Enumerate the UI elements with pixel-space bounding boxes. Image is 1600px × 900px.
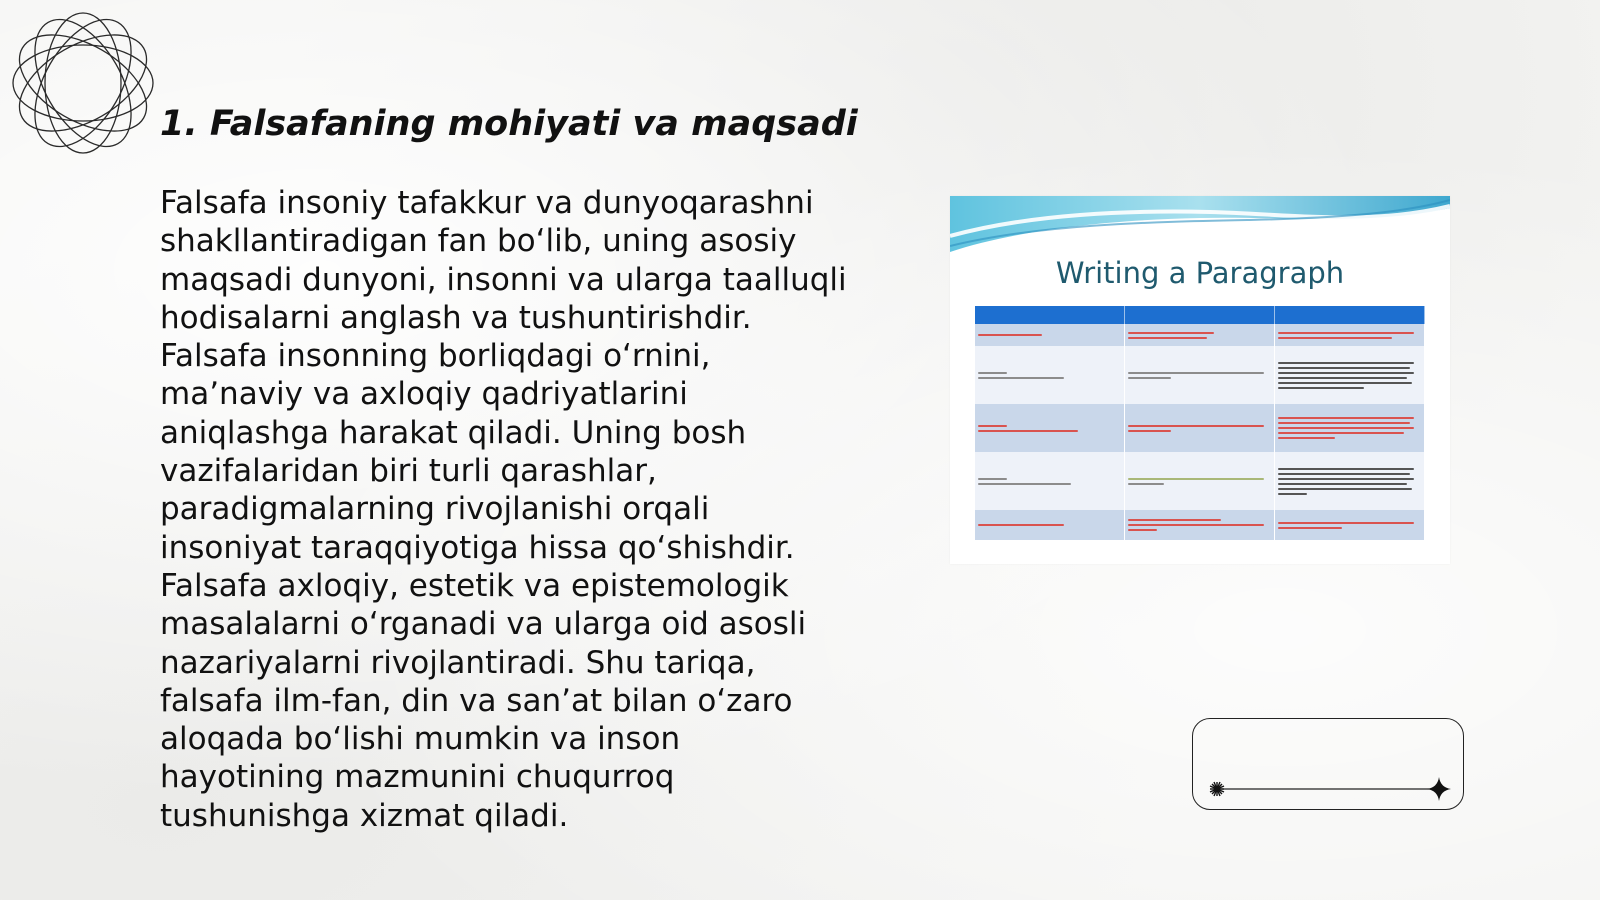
slide-title: 1. Falsafaning mohiyati va maqsadi [160,104,858,144]
embedded-slide-title: Writing a Paragraph [1055,256,1345,290]
table-header-cell [1125,306,1275,324]
paragraph-table [975,306,1425,540]
sparkle-icon [1427,777,1451,801]
table-row [975,452,1425,510]
embedded-slide-image [950,196,1450,564]
slide-body-text: Falsafa insoniy tafakkur va dunyoqarashni shakllantiradigan fan bo‘lib, uning asosiy maqsadi dunyoni, insonni va ularga taalluqli hodisalarni anglash va tushuntirishdir. Falsafa insonning borliqdagi o‘rnini, ma’naviy va axloqiy qadriyatlarini aniqlashga harakat qiladi. Uning bosh vazifalaridan biri turli qarashlar, paradigmalarning rivojlanishi orqali insoniyat taraqqiyotiga hissa qo‘shishdir. Falsafa axloqiy, estetik va epistemologik masalalarni o‘rganadi va ularga oid asosli nazariyalarni rivojlantiradi. Shu tariqa, falsafa ilm-fan, din va san’at bilan o‘zaro aloqada bo‘lishi mumkin va inson hayotining mazmunini chuqurroq tushunishga xizmat qiladi. [160,185,847,834]
table-row [975,510,1425,540]
panel-line-decoration [1193,719,1465,811]
table-header-cell [1275,306,1425,324]
table-row [975,324,1425,346]
table-row [975,346,1425,404]
table-row [975,404,1425,452]
starburst-icon [1210,782,1224,796]
decorative-panel [1192,718,1464,810]
table-header-cell [975,306,1125,324]
wave-decoration [950,196,1450,256]
circles-ornament [10,10,156,156]
